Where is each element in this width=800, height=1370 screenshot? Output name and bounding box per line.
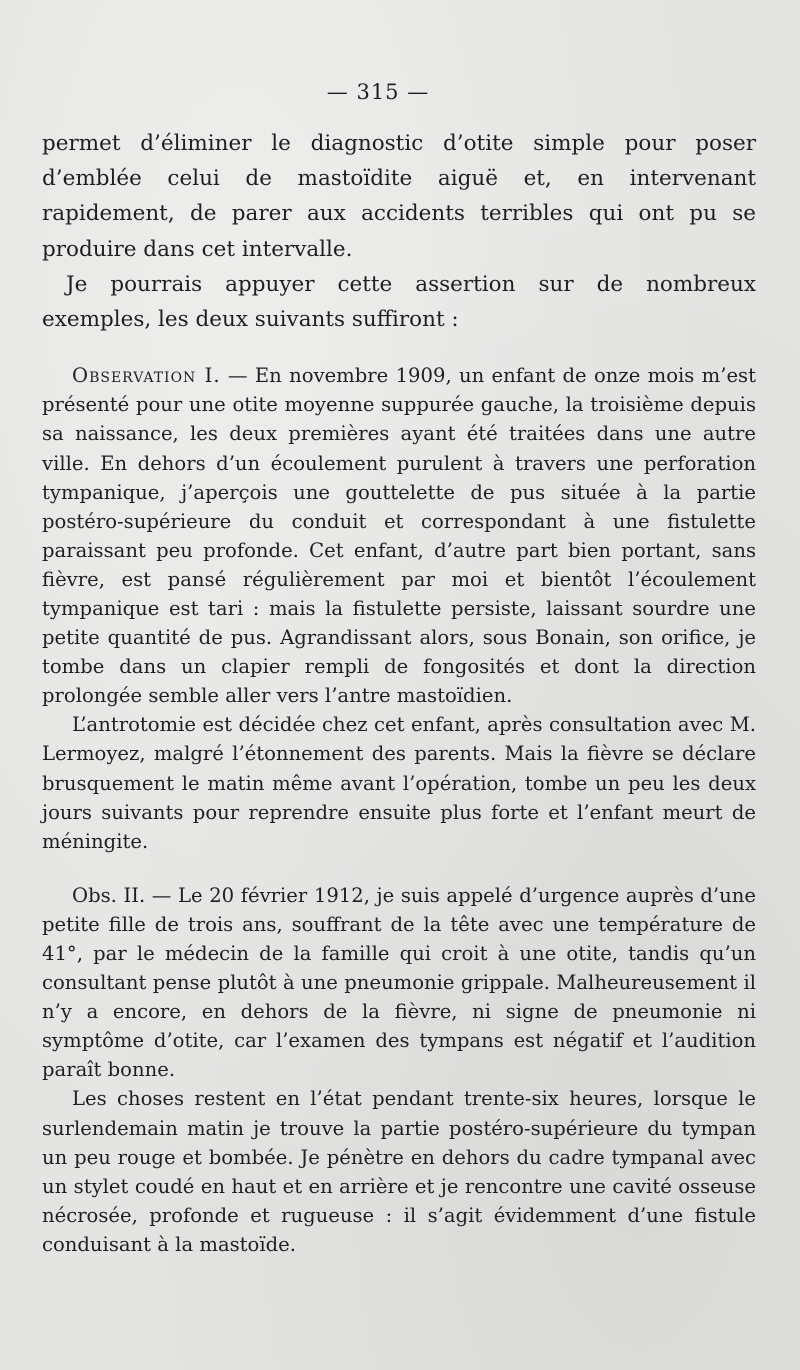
- paragraph-antrotomie: L’antrotomie est décidée chez cet enfant, après consultation avec M. Lermoyez, malgré l’étonnement des parents. Mais la fièvre se déclare brusquement le matin même avant l’opération, tombe un peu les deux jours suivants pour reprendre ensuite plus forte et l’enfant meurt de méningite.: [42, 713, 756, 853]
- observation-2-label: Obs. II.: [72, 883, 146, 907]
- observation-1-text: — En novembre 1909, un enfant de onze mois m’est présenté pour une otite moyenne suppurée gauche, la troisième depuis sa naissance, les deux premières ayant été traitées dans une autre ville. En dehors d’un écoulement purulent à travers une perforation tympanique, j’aperçois une gouttelette de pus située à la partie postéro-supérieure du conduit et correspondant à une fistulette paraissant peu profonde. Cet enfant, d’autre part bien portant, sans fièvre, est pansé régulièrement par moi et bientôt l’écoulement tympanique est tari : mais la fistulette persiste, laissant sourdre une petite quantité de pus. Agrandissant alors, sous Bonain, son orifice, je tombe dans un clapier rempli de fongosités et dont la direction prolongée semble aller vers l’antre mastoïdien.: [42, 364, 756, 708]
- paragraph-assertion: Je pourrais appuyer cette assertion sur de nombreux exemples, les deux suivants suffiront :: [42, 271, 756, 333]
- observation-2: [42, 881, 756, 1085]
- paragraph-les-choses: Les choses restent en l’état pendant trente-six heures, lorsque le surlendemain matin je trouve la partie postéro-supérieure du tympan un peu rouge et bombée. Je pénètre en dehors du cadre tympanal avec un stylet coudé en haut et en arrière et je rencontre une cavité osseuse nécrosée, profonde et rugueuse : il s’agit évidemment d’une fistule conduisant à la mastoïde.: [42, 1087, 756, 1256]
- paragraph-continuation: permet d’éliminer le diagnostic d’otite simple pour poser d’emblée celui de mastoïdite aiguë et, en intervenant rapidement, de parer aux accidents terribles qui ont pu se produire dans cet intervalle.: [42, 131, 756, 262]
- observation-2-text: — Le 20 février 1912, je suis appelé d’urgence auprès d’une petite fille de trois ans, souffrant de la tête avec une température de 41°, par le médecin de la famille qui croit à une otite, tandis qu’un consultant pense plutôt à une pneumonie grippale. Malheureusement il n’y a encore, en dehors de la fièvre, ni signe de pneumonie ni symptôme d’otite, car l’examen des tympans est négatif et l’audition paraît bonne.: [42, 883, 756, 1082]
- text-column: [42, 126, 756, 1259]
- observation-1: [42, 361, 756, 710]
- page-number: — 315 —: [326, 80, 430, 104]
- observation-1-label: Observation I.: [72, 364, 221, 388]
